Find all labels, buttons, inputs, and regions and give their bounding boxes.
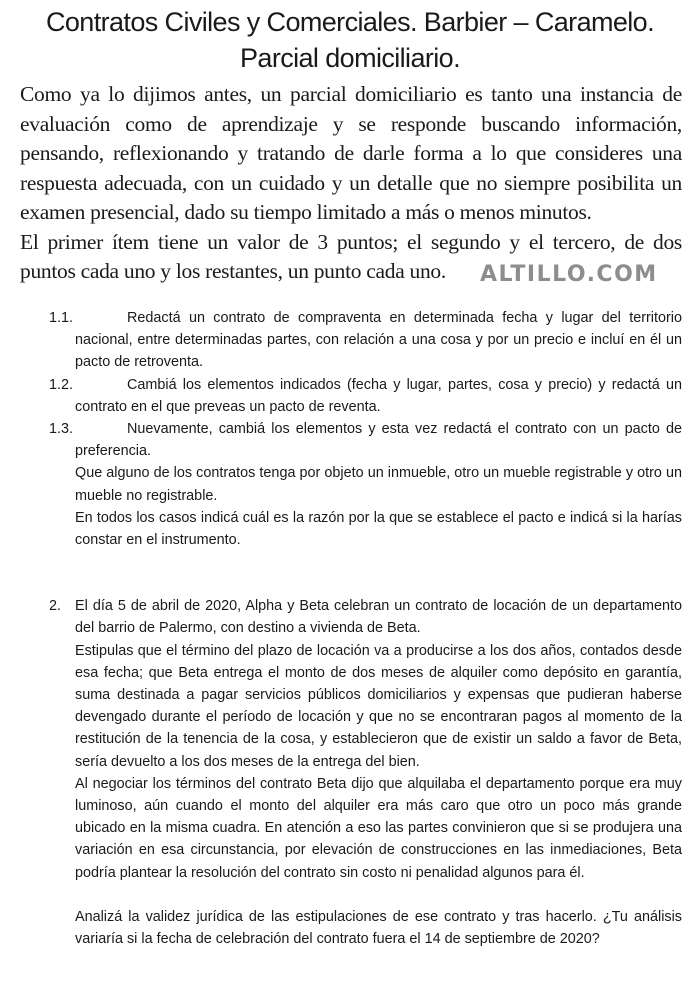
document-title [0, 0, 700, 76]
item-text: Nuevamente, cambiá los elementos y esta vez redactá el contrato con un pacto de preferencia. [75, 421, 682, 460]
intro-paragraph-1: Como ya lo dijimos antes, un parcial domiciliario es tanto una instancia de evaluación como de aprendizaje y se responde buscando información, pensando, reflexionando y tratando de darle forma a lo que consideres una respuesta adecuada, con un cuidado y un detalle que no siempre posibilita un examen presencial, dado su tiempo limitado a más o menos minutos. [20, 82, 682, 224]
item-2-paragraph-4: Analizá la validez jurídica de las estipulaciones de ese contrato y tras hacerlo. ¿Tu análisis variaría si la fecha de celebración del contrato fuera el 14 de septiembre de 2020? [75, 908, 682, 948]
item-2-paragraph-1: El día 5 de abril de 2020, Alpha y Beta celebran un contrato de locación de un departamento del barrio de Palermo, con destino a vivienda de Beta. [75, 598, 682, 637]
intro-section [20, 80, 682, 287]
exercise-item-2 [0, 595, 700, 950]
item-number: 2. [49, 598, 62, 615]
item-text: Cambiá los elementos indicados (fecha y lugar, partes, cosa y precio) y redactá un contrato en el que preveas un pacto de reventa. [75, 376, 682, 415]
exercise-list [0, 307, 700, 950]
item-number: 1.3. [49, 421, 74, 438]
exercise-item-1-3 [0, 418, 700, 551]
item-number: 1.1. [49, 310, 74, 326]
intro-paragraph-2: El primer ítem tiene un valor de 3 puntos; el segundo y el tercero, de dos puntos cada uno y los restantes, un punto cada uno. [20, 229, 682, 283]
item-2-paragraph-3: Al negociar los términos del contrato Beta dijo que alquilaba el departamento porque era muy luminoso, aún cuando el monto del alquiler era más caro que otro un poco más grande ubicado en la misma cuadra. En atención a eso las partes convinieron que si se produjera una variación en esa circunstancia, por elevación de construcciones en las inmediaciones, Beta podría plantear la resolución del contrato sin costo ni penalidad algunos para él. [75, 775, 682, 881]
item-text: Redactá un contrato de compraventa en determinada fecha y lugar del territorio nacional, entre determinadas partes, con relación a una cosa y por un precio e incluí en él un pacto de retroventa. [75, 310, 682, 371]
item-extra-2: En todos los casos indicá cuál es la razón por la que se establece el pacto e indicá si la harías constar en el instrumento. [75, 509, 682, 549]
altillo-watermark: ALTILLO.COM [480, 262, 658, 287]
item-extra-1: Que alguno de los contratos tenga por objeto un inmueble, otro un mueble registrable y otro un mueble no registrable. [75, 465, 682, 504]
item-number: 1.2. [49, 376, 74, 393]
title-line-1: Contratos Civiles y Comerciales. Barbier – Caramelo. [45, 7, 655, 37]
exercise-item-1-2 [0, 374, 700, 418]
title-line-2: Parcial domiciliario. [240, 43, 460, 73]
exercise-item-1-1 [0, 307, 700, 374]
item-2-paragraph-2: Estipulas que el término del plazo de locación va a producirse a los dos años, contados desde esa fecha; que Beta entrega el monto de dos meses de alquiler como depósito en garantía, suma destinada a pagar servicios públicos domiciliarios y expensas que pudieran haberse devengado durante el período de locación y que no se encontraran pagos al momento de la restitución de la tenencia de la cosa, y establecieron que de existir un saldo a favor de Beta, sería devuelto a los dos meses de la entrega del bien. [75, 642, 682, 770]
